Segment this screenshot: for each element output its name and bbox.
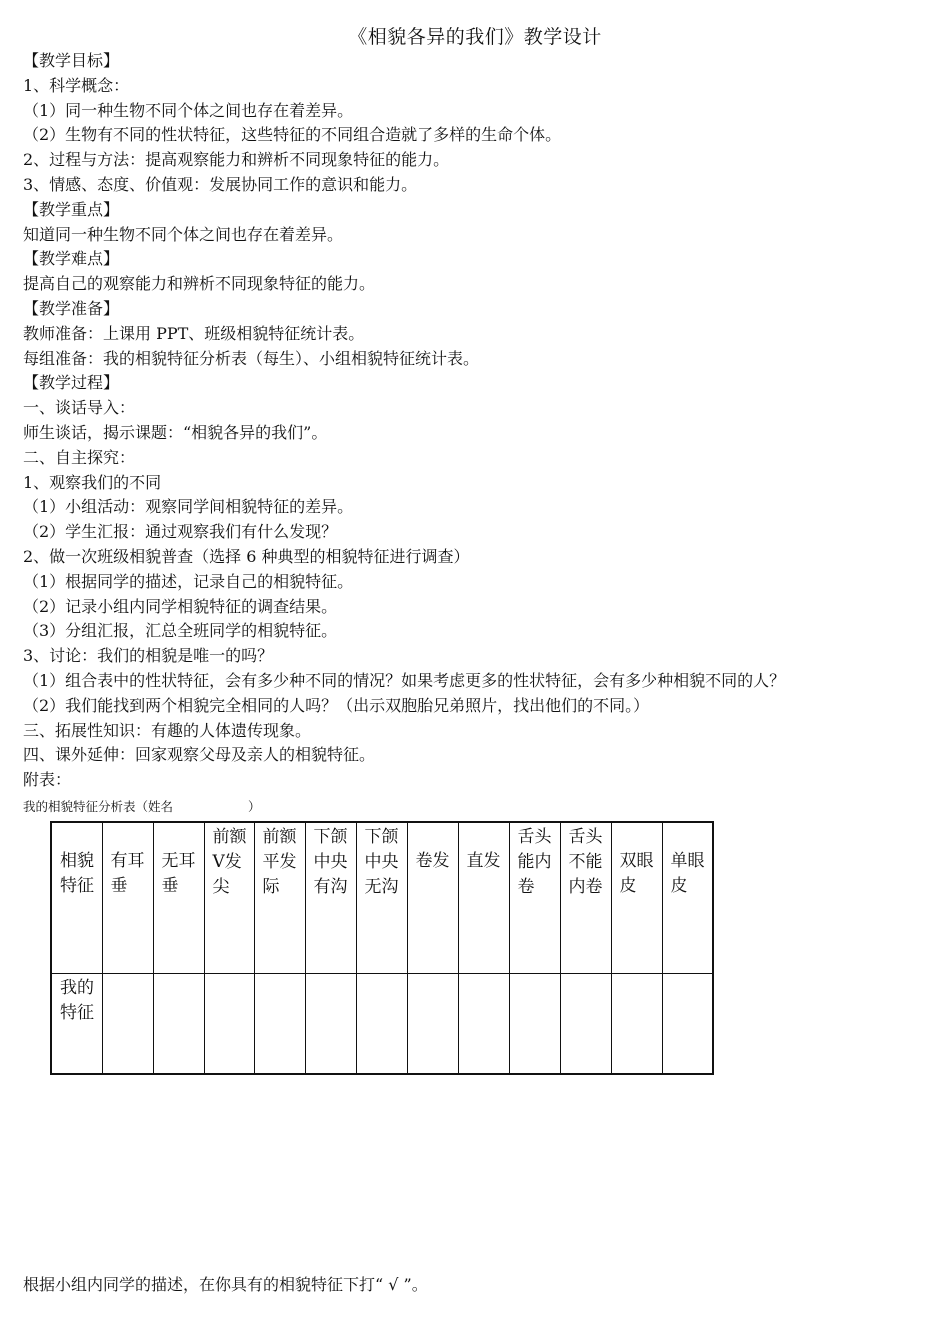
trait-header-cell: 前额V发尖 bbox=[204, 822, 254, 974]
text-line: 3、情感、态度、价值观：发展协同工作的意识和能力。 bbox=[23, 174, 418, 194]
trait-check-cell[interactable] bbox=[305, 974, 356, 1075]
trait-header-cell: 无耳垂 bbox=[153, 822, 204, 974]
table-data-row bbox=[51, 974, 713, 1075]
text-line: 【教学准备】 bbox=[23, 298, 120, 318]
text-line: 2、做一次班级相貌普查（选择 6 种典型的相貌特征进行调查） bbox=[23, 546, 470, 566]
trait-header-cell: 前额平发际 bbox=[254, 822, 305, 974]
text-line: 四、课外延伸：回家观察父母及亲人的相貌特征。 bbox=[23, 745, 376, 765]
row-header-my-traits: 我的特征 bbox=[51, 974, 102, 1075]
text-line: 提高自己的观察能力和辨析不同现象特征的能力。 bbox=[23, 274, 376, 294]
text-line: （1）组合表中的性状特征，会有多少种不同的情况？如果考虑更多的性状特征，会有多少种相貌不同的人？ bbox=[23, 670, 786, 690]
trait-check-cell[interactable] bbox=[254, 974, 305, 1075]
text-line: 【教学过程】 bbox=[23, 373, 120, 393]
text-line: 1、观察我们的不同 bbox=[23, 472, 162, 492]
trait-header-cell: 下颌中央无沟 bbox=[356, 822, 407, 974]
trait-check-cell[interactable] bbox=[611, 974, 662, 1075]
text-line: （3）分组汇报，汇总全班同学的相貌特征。 bbox=[23, 621, 338, 641]
trait-check-cell[interactable] bbox=[662, 974, 713, 1075]
trait-header-cell: 卷发 bbox=[407, 822, 458, 974]
trait-header-cell: 单眼皮 bbox=[662, 822, 713, 974]
trait-header-cell: 有耳垂 bbox=[102, 822, 153, 974]
table-caption: 我的相貌特征分析表（姓名 ） bbox=[23, 799, 261, 814]
trait-header-cell: 下颌中央有沟 bbox=[305, 822, 356, 974]
text-line: （1）小组活动：观察同学间相貌特征的差异。 bbox=[23, 497, 354, 517]
text-line: （1）同一种生物不同个体之间也存在着差异。 bbox=[23, 100, 354, 120]
text-line: 3、讨论：我们的相貌是唯一的吗？ bbox=[23, 646, 274, 666]
trait-analysis-table bbox=[50, 821, 714, 1075]
footer-instruction: 根据小组内同学的描述，在你具有的相貌特征下打“ √ ”。 bbox=[23, 1275, 428, 1294]
trait-check-cell[interactable] bbox=[153, 974, 204, 1075]
text-line: （2）生物有不同的性状特征，这些特征的不同组合造就了多样的生命个体。 bbox=[23, 125, 562, 145]
table-header-row bbox=[51, 822, 713, 974]
text-line: 教师准备：上课用 PPT、班级相貌特征统计表。 bbox=[23, 323, 365, 343]
trait-check-cell[interactable] bbox=[560, 974, 611, 1075]
text-line: （2）记录小组内同学相貌特征的调查结果。 bbox=[23, 596, 338, 616]
trait-header-cell: 舌头不能内卷 bbox=[560, 822, 611, 974]
text-line: （2）我们能找到两个相貌完全相同的人吗？（出示双胞胎兄弟照片，找出他们的不同。） bbox=[23, 695, 650, 715]
text-line: （2）学生汇报：通过观察我们有什么发现？ bbox=[23, 522, 338, 542]
text-line: 【教学目标】 bbox=[23, 51, 120, 70]
text-line: （1）根据同学的描述，记录自己的相貌特征。 bbox=[23, 571, 354, 591]
trait-header-cell: 舌头能内卷 bbox=[509, 822, 560, 974]
text-line: 2、过程与方法：提高观察能力和辨析不同现象特征的能力。 bbox=[23, 150, 450, 170]
trait-check-cell[interactable] bbox=[509, 974, 560, 1075]
text-line: 附表： bbox=[23, 770, 72, 790]
trait-check-cell[interactable] bbox=[458, 974, 509, 1075]
text-line: 三、拓展性知识：有趣的人体遗传现象。 bbox=[23, 720, 312, 740]
trait-check-cell[interactable] bbox=[407, 974, 458, 1075]
trait-check-cell[interactable] bbox=[356, 974, 407, 1075]
text-line: 二、自主探究： bbox=[23, 447, 136, 467]
text-line: 【教学难点】 bbox=[23, 249, 120, 269]
trait-check-cell[interactable] bbox=[204, 974, 254, 1075]
text-line: 知道同一种生物不同个体之间也存在着差异。 bbox=[23, 224, 344, 244]
text-line: 每组准备：我的相貌特征分析表（每生）、小组相貌特征统计表。 bbox=[23, 348, 480, 368]
text-line: 1、科学概念： bbox=[23, 75, 130, 95]
text-line: 一、谈话导入： bbox=[23, 398, 136, 418]
document-title: 《相貌各异的我们》教学设计 bbox=[348, 26, 602, 48]
document-body bbox=[23, 49, 933, 793]
trait-header-cell: 双眼皮 bbox=[611, 822, 662, 974]
text-line: 师生谈话，揭示课题：“相貌各异的我们”。 bbox=[23, 422, 328, 442]
text-line: 【教学重点】 bbox=[23, 199, 120, 219]
trait-header-cell: 直发 bbox=[458, 822, 509, 974]
trait-check-cell[interactable] bbox=[102, 974, 153, 1075]
row-header-traits: 相貌特征 bbox=[51, 822, 102, 974]
